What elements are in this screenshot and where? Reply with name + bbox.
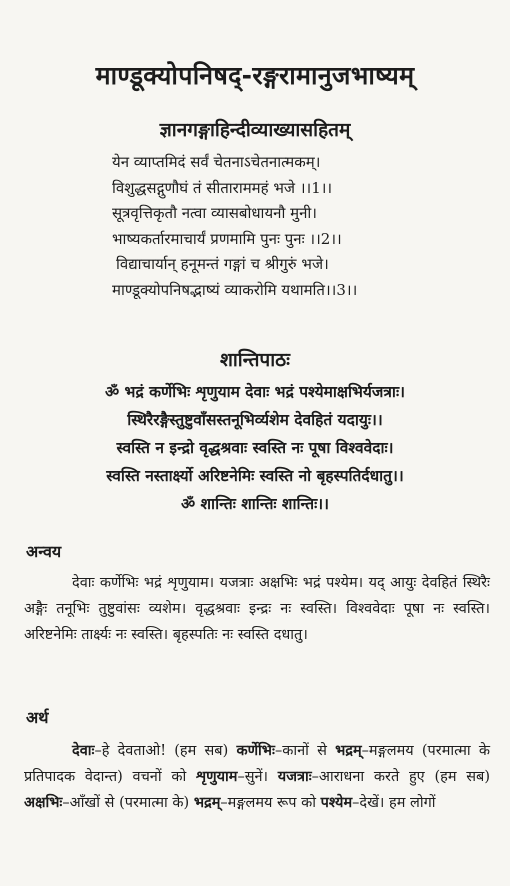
- glossed-term: भद्रम्: [193, 795, 221, 811]
- glossed-term: यजत्राः: [277, 769, 312, 785]
- anvaya-paragraph: [24, 570, 490, 648]
- glossed-term: पश्येम: [320, 795, 353, 811]
- page-title: माण्डूक्योपनिषद्-रङ्गरामानुजभाष्यम्: [95, 61, 415, 90]
- verse-line: सूत्रवृत्तिकृतौ नत्वा व्यासबोधायनौ मुनी।: [112, 204, 317, 222]
- shanti-line: ॐ शान्तिः शान्तिः शान्तिः।।: [180, 495, 329, 513]
- anvaya-text: देवाः कर्णेभिः भद्रं शृणुयाम। यजत्राः अक्षभिः भद्रं पश्येम। यद् आयुः देवहितं स्थिरैः अङ्गैः तनूभिः तुष्टुवांसः व्यशेम। वृद्धश्रवाः इन्द्रः नः स्वस्ति। विश्ववेदाः पूषा नः स्वस्ति। अरिष्टनेमिः तार्क्ष्यः नः स्वस्ति। बृहस्पतिः नः स्वस्ति दधातु।: [24, 575, 490, 643]
- gloss-text: –मङ्गलमय रूप को: [220, 795, 321, 811]
- shanti-verses: [0, 378, 510, 518]
- shanti-line: स्वस्ति न इन्द्रो वृद्धश्रवाः स्वस्ति नः पूषा विश्ववेदाः।: [116, 439, 394, 457]
- page-subtitle: ज्ञानगङ्गाहिन्दीव्याख्यासहितम्: [159, 119, 351, 141]
- gloss-text: –कानों से: [274, 743, 336, 759]
- anvaya-heading: अन्वय: [26, 542, 62, 561]
- shanti-title: शान्तिपाठः: [219, 349, 291, 371]
- gloss-text: –सुनें।: [237, 769, 278, 785]
- gloss-text: –आँखों से (परमात्मा के): [62, 795, 194, 811]
- gloss-text: –देखें। हम लोगों: [352, 795, 436, 811]
- gloss-text: –मङ्गलमय (परमात्मा के प्रतिपादक वेदान्त) वचनों को: [24, 743, 490, 785]
- shanti-line: स्थिरैरङ्गैस्तुष्टुवाँसस्तनूभिर्व्यशेम देवहितं यदायुः।।: [127, 411, 383, 429]
- glossed-term: देवाः: [72, 743, 95, 759]
- verse-line: माण्डूक्योपनिषद्भाष्यं व्याकरोमि यथामति।।3।।: [112, 280, 358, 299]
- gloss-text: –आराधना करते हुए (हम सब): [311, 769, 490, 785]
- glossed-term: कर्णेभिः: [236, 743, 275, 759]
- glossed-term: शृणुयाम: [196, 769, 238, 785]
- verse-line: विद्याचार्यान् हनूमन्तं गङ्गां च श्रीगुरुं भजे।: [116, 255, 329, 273]
- gloss-text: –हे देवताओ! (हम सब): [94, 743, 237, 759]
- verse-line: भाष्यकर्तारमाचार्यं प्रणमामि पुनः पुनः ।।2।।: [112, 229, 342, 248]
- verse-line: येन व्याप्तमिदं सर्वं चेतनाऽचेतनात्मकम्।: [112, 153, 321, 171]
- artha-heading: अर्थ: [26, 708, 49, 727]
- verse-line: विशुद्धसद्गुणौघं तं सीताराममहं भजे ।।1।।: [112, 178, 333, 197]
- shanti-line: स्वस्ति नस्तार्क्ष्यो अरिष्टनेमिः स्वस्ति नो बृहस्पतिर्दधातु।।: [106, 467, 404, 485]
- glossed-term: भद्रम्: [335, 743, 362, 759]
- shanti-line: ॐ भद्रं कर्णेभिः शृणुयाम देवाः भद्रं पश्येमाक्षभिर्यजत्राः।: [105, 383, 405, 401]
- glossed-term: अक्षभिः: [24, 795, 63, 811]
- artha-paragraph: [24, 738, 490, 816]
- invocation-verses: [112, 150, 492, 303]
